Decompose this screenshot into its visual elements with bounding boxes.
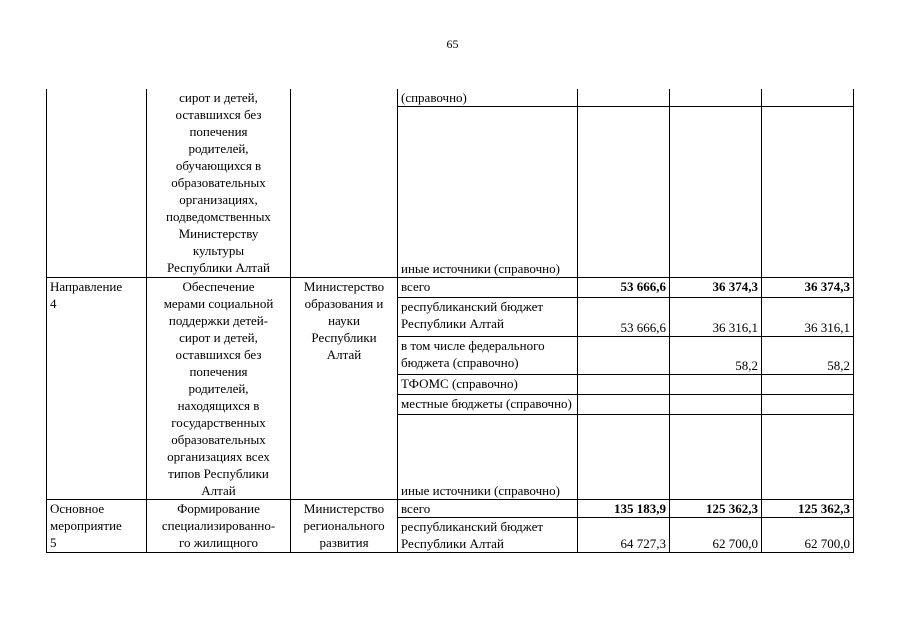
source-cell: в том числе федерального бюджета (справочно)	[398, 336, 578, 375]
source-cell: ТФОМС (справочно)	[398, 375, 578, 395]
source-cell: местные бюджеты (справочно)	[398, 395, 578, 415]
value-cell: 36 374,3	[762, 278, 854, 298]
value-cell	[578, 107, 670, 278]
page-number: 65	[446, 37, 459, 51]
value-cell: 58,2	[762, 336, 854, 375]
value-cell: 36 374,3	[670, 278, 762, 298]
value-cell	[578, 89, 670, 107]
value-cell: 62 700,0	[670, 518, 762, 553]
executor-cell: Министерство образования и науки Республики Алтай	[291, 278, 398, 500]
table-row	[47, 89, 854, 107]
table-row	[47, 500, 854, 518]
table-row	[47, 278, 854, 298]
value-cell: 125 362,3	[762, 500, 854, 518]
measure-name-cell: Формирование специализированно- го жилищного	[147, 500, 291, 553]
source-cell: всего	[398, 278, 578, 298]
source-cell: иные источники (справочно)	[398, 415, 578, 500]
value-cell	[670, 375, 762, 395]
value-cell	[578, 375, 670, 395]
measure-name-cell: Обеспечение мерами социальной поддержки детей- сирот и детей, оставшихся без попечения родителей, находящихся в государственных образовательных организациях всех типов Республики Алтай	[147, 278, 291, 500]
value-cell	[670, 395, 762, 415]
value-cell: 62 700,0	[762, 518, 854, 553]
value-cell	[670, 89, 762, 107]
value-cell	[578, 336, 670, 375]
value-cell	[762, 107, 854, 278]
source-cell: (справочно)	[398, 89, 578, 107]
code-cell	[47, 89, 147, 278]
source-cell: республиканский бюджет Республики Алтай	[398, 518, 578, 553]
executor-cell	[291, 89, 398, 278]
value-cell	[670, 107, 762, 278]
value-cell	[762, 375, 854, 395]
value-cell	[670, 415, 762, 500]
value-cell: 53 666,6	[578, 297, 670, 336]
measure-name-cell: сирот и детей, оставшихся без попечения родителей, обучающихся в образовательных организациях, подведомственных Министерству культуры Республики Алтай	[147, 89, 291, 278]
value-cell	[578, 395, 670, 415]
value-cell	[762, 89, 854, 107]
source-cell: республиканский бюджет Республики Алтай	[398, 297, 578, 336]
value-cell	[762, 395, 854, 415]
code-cell: Основное мероприятие 5	[47, 500, 147, 553]
value-cell: 53 666,6	[578, 278, 670, 298]
value-cell	[578, 415, 670, 500]
source-cell: иные источники (справочно)	[398, 107, 578, 278]
value-cell: 36 316,1	[762, 297, 854, 336]
value-cell: 135 183,9	[578, 500, 670, 518]
value-cell: 36 316,1	[670, 297, 762, 336]
value-cell: 125 362,3	[670, 500, 762, 518]
source-cell: всего	[398, 500, 578, 518]
code-cell: Направление 4	[47, 278, 147, 500]
value-cell	[762, 415, 854, 500]
value-cell: 64 727,3	[578, 518, 670, 553]
program-table	[46, 89, 854, 553]
executor-cell: Министерство регионального развития	[291, 500, 398, 553]
value-cell: 58,2	[670, 336, 762, 375]
